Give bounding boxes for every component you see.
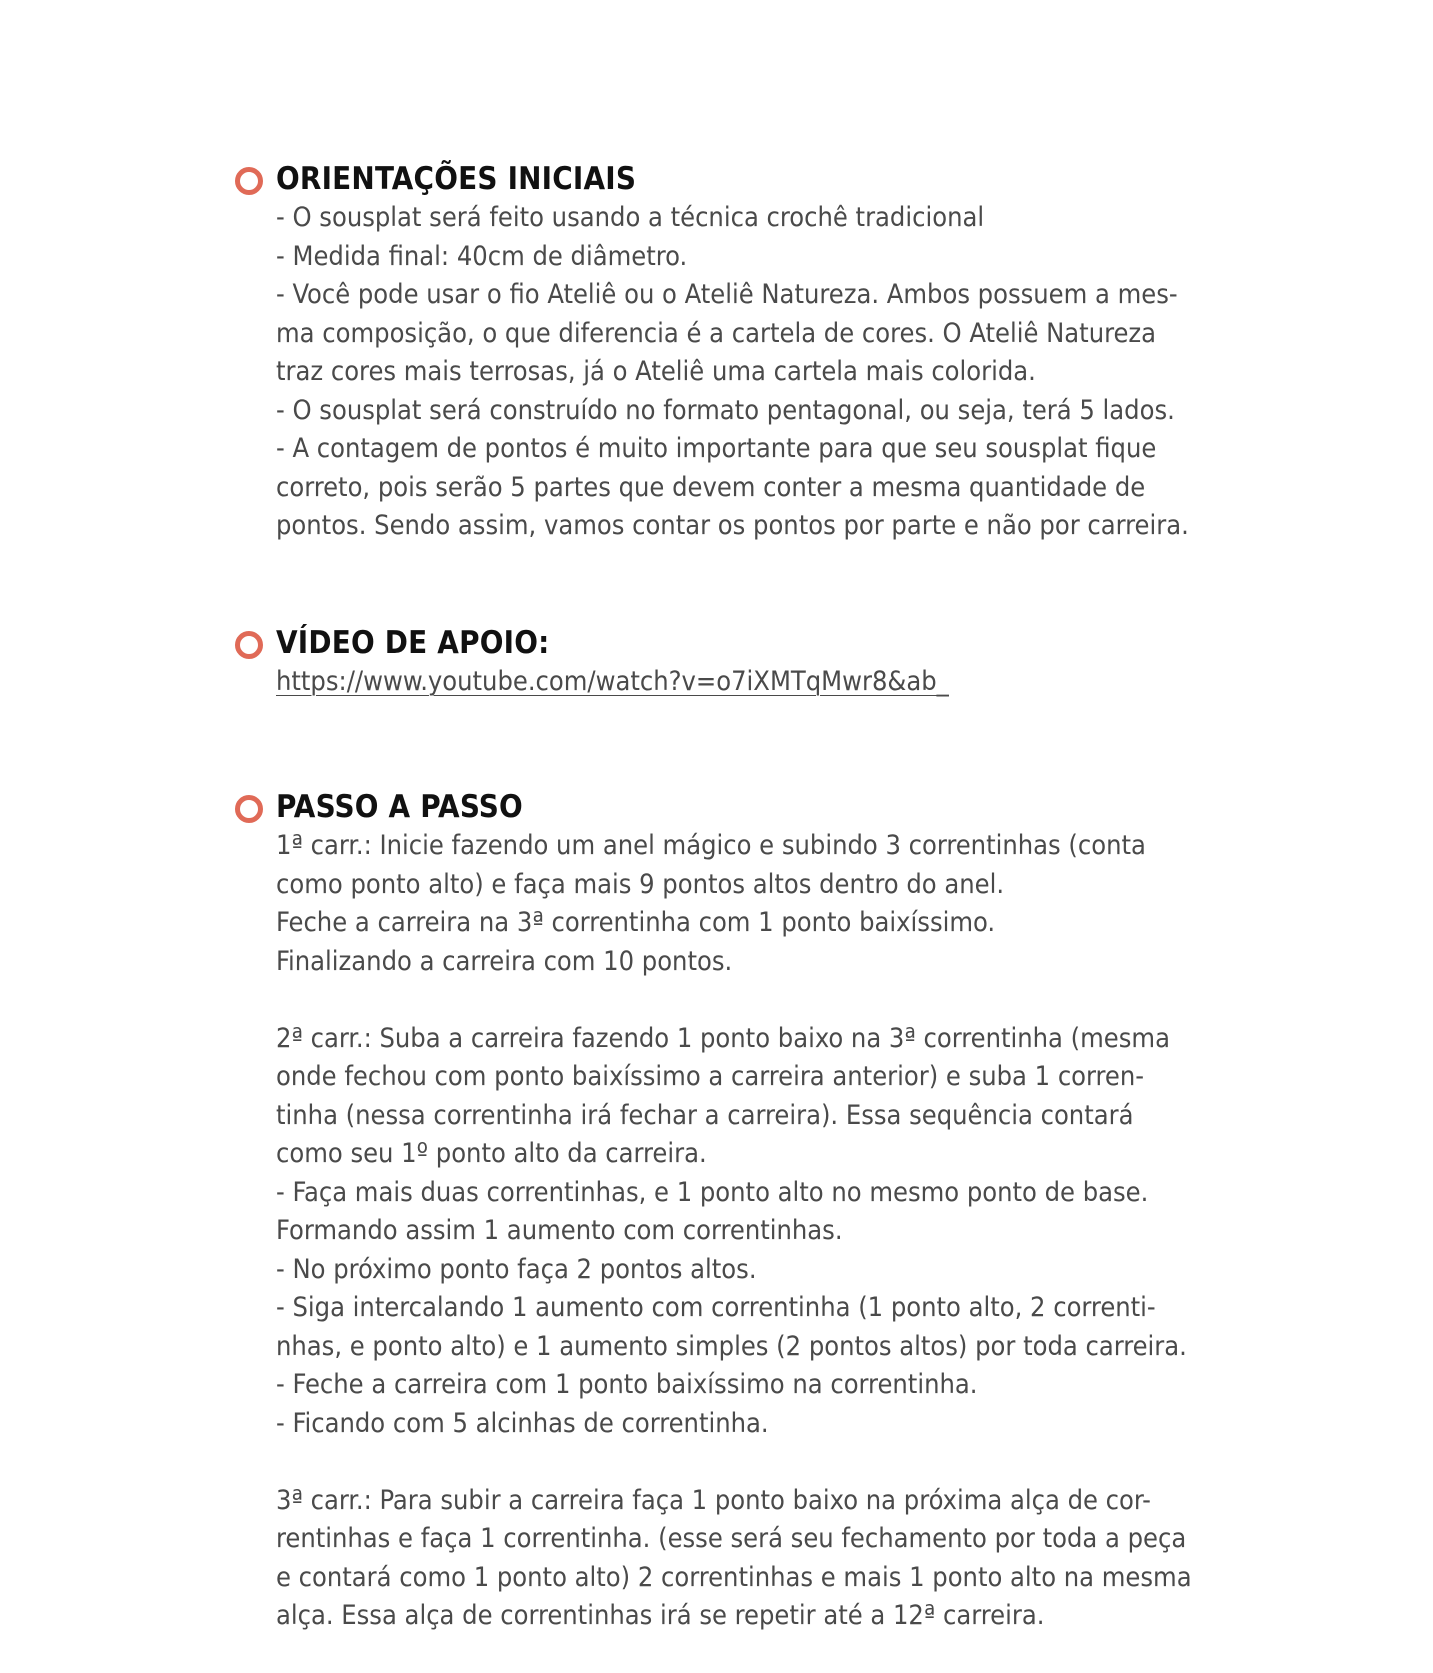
- section-title: VÍDEO DE APOIO:: [276, 625, 550, 661]
- circle-bullet-icon: [235, 167, 263, 195]
- section-heading: [235, 787, 1295, 827]
- text-line: nhas, e ponto alto) e 1 aumento simples (2 pontos altos) por toda carreira.: [276, 1330, 1187, 1362]
- text-line: - A contagem de pontos é muito importante para que seu sousplat fique: [276, 433, 1157, 464]
- paragraph-row-2: [276, 1020, 1295, 1444]
- paragraph-gap: [276, 1443, 1295, 1482]
- text-line: Formando assim 1 aumento com correntinhas.: [276, 1215, 843, 1246]
- text-line: e contará como 1 ponto alto) 2 correntinhas e mais 1 ponto alto na mesma: [276, 1561, 1192, 1593]
- section-heading: [235, 623, 1295, 663]
- text-line: [276, 663, 1295, 702]
- text-line: onde fechou com ponto baixíssimo a carreira anterior) e suba 1 corren-: [276, 1061, 1145, 1092]
- text-line: rentinhas e faça 1 correntinha. (esse será seu fechamento por toda a peça: [276, 1523, 1187, 1554]
- text-line: - Feche a carreira com 1 ponto baixíssimo na correntinha.: [276, 1369, 978, 1400]
- text-line: ma composição, o que diferencia é a cartela de cores. O Ateliê Natureza: [276, 317, 1157, 349]
- text-line: correto, pois serão 5 partes que devem conter a mesma quantidade de: [276, 471, 1146, 503]
- video-link[interactable]: https://www.youtube.com/watch?v=o7iXMTqMwr8&ab_: [276, 666, 949, 697]
- section-video-de-apoio: [235, 623, 1295, 702]
- text-line: - No próximo ponto faça 2 pontos altos.: [276, 1253, 757, 1285]
- text-line: - Você pode usar o fio Ateliê ou o Ateliê Natureza. Ambos possuem a mes-: [276, 279, 1178, 310]
- text-line: como seu 1º ponto alto da carreira.: [276, 1138, 707, 1169]
- text-line: - Ficando com 5 alcinhas de correntinha.: [276, 1407, 769, 1439]
- section-body: [276, 199, 1295, 546]
- text-line: Finalizando a carreira com 10 pontos.: [276, 945, 733, 977]
- text-line: - Medida final: 40cm de diâmetro.: [276, 240, 688, 272]
- section-orientacoes-iniciais: [235, 159, 1295, 546]
- text-line: como ponto alto) e faça mais 9 pontos altos dentro do anel.: [276, 868, 1005, 900]
- text-line: - Faça mais duas correntinhas, e 1 ponto alto no mesmo ponto de base.: [276, 1176, 1149, 1208]
- circle-bullet-icon: [235, 795, 263, 823]
- text-line: Feche a carreira na 3ª correntinha com 1 ponto baixíssimo.: [276, 907, 996, 938]
- section-body: [276, 827, 1295, 1636]
- section-title: ORIENTAÇÕES INICIAIS: [276, 161, 637, 197]
- section-body: [276, 663, 1295, 702]
- paragraph-row-1: [276, 827, 1295, 981]
- text-line: 3ª carr.: Para subir a carreira faça 1 ponto baixo na próxima alça de cor-: [276, 1484, 1151, 1516]
- text-line: - O sousplat será construído no formato pentagonal, ou seja, terá 5 lados.: [276, 394, 1175, 426]
- circle-bullet-icon: [235, 631, 263, 659]
- text-line: pontos. Sendo assim, vamos contar os pontos por parte e não por carreira.: [276, 510, 1189, 541]
- text-line: traz cores mais terrosas, já o Ateliê uma cartela mais colorida.: [276, 356, 1036, 387]
- section-title: PASSO A PASSO: [276, 789, 523, 825]
- text-line: - Siga intercalando 1 aumento com correntinha (1 ponto alto, 2 correnti-: [276, 1292, 1156, 1323]
- text-line: alça. Essa alça de correntinhas irá se repetir até a 12ª carreira.: [276, 1600, 1045, 1631]
- text-line: tinha (nessa correntinha irá fechar a carreira). Essa sequência contará: [276, 1099, 1134, 1131]
- section-passo-a-passo: [235, 787, 1295, 1636]
- text-line: - O sousplat será feito usando a técnica crochê tradicional: [276, 202, 985, 233]
- paragraph-gap: [276, 981, 1295, 1020]
- section-heading: [235, 159, 1295, 199]
- text-line: 2ª carr.: Suba a carreira fazendo 1 ponto baixo na 3ª correntinha (mesma: [276, 1022, 1170, 1054]
- text-line: 1ª carr.: Inicie fazendo um anel mágico e subindo 3 correntinhas (conta: [276, 830, 1146, 861]
- paragraph-row-3: [276, 1482, 1295, 1636]
